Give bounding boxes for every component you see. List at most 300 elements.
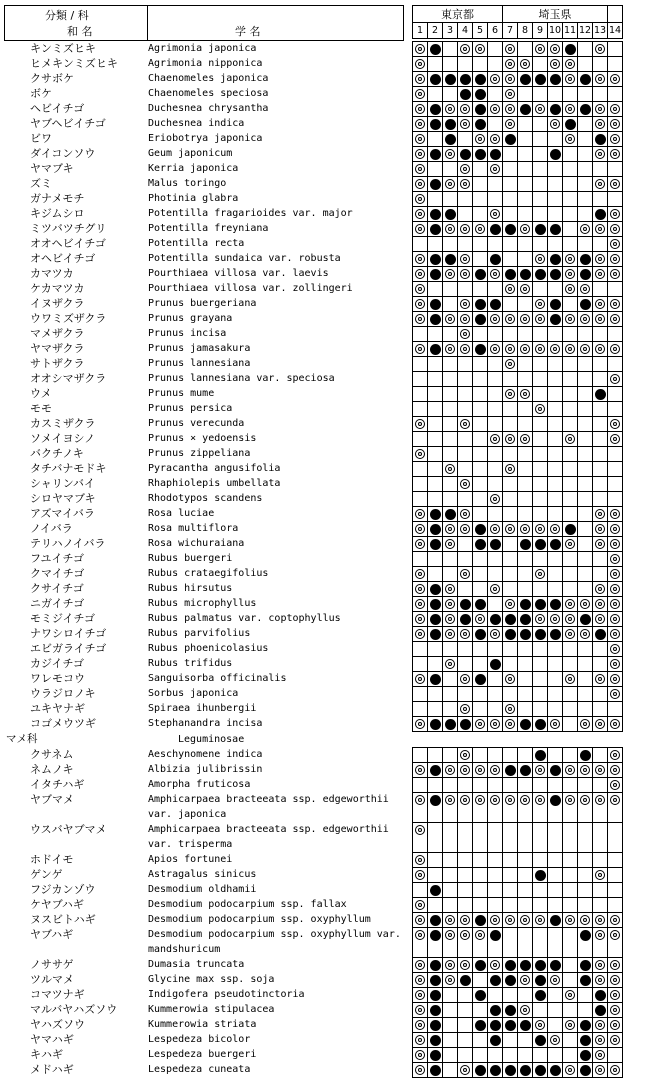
occurrence-cell	[578, 1018, 593, 1033]
occurrence-cell	[533, 177, 548, 192]
occurrence-cell	[578, 117, 593, 132]
occurrence-cell	[503, 958, 518, 973]
japanese-name: コゴメウツギ	[30, 717, 96, 730]
occurrence-cell	[443, 823, 458, 853]
occurrence-cell	[593, 372, 608, 387]
occurrence-cell	[593, 657, 608, 672]
occurrence-cell	[428, 1003, 443, 1018]
occurrence-cell	[458, 342, 473, 357]
occurrence-cell	[503, 627, 518, 642]
occurrence-cell	[563, 432, 578, 447]
occurrence-cell	[488, 1033, 503, 1048]
double-circle-icon	[445, 614, 455, 624]
occurrence-cell	[458, 117, 473, 132]
occurrence-cell	[473, 1033, 488, 1048]
double-circle-icon	[415, 795, 425, 805]
occurrence-cell	[563, 342, 578, 357]
occurrence-cell	[518, 237, 533, 252]
occurrence-cell	[578, 1048, 593, 1063]
occurrence-cell	[548, 327, 563, 342]
filled-circle-icon	[505, 960, 516, 971]
scientific-name: Prunus jamasakura	[148, 343, 251, 354]
occurrence-cell	[608, 642, 623, 657]
double-circle-icon	[445, 930, 455, 940]
occurrence-cell	[428, 417, 443, 432]
occurrence-cell	[428, 207, 443, 222]
occurrence-cell	[428, 42, 443, 57]
occurrence-cell	[443, 928, 458, 958]
occurrence-cell	[473, 913, 488, 928]
occurrence-cell	[578, 552, 593, 567]
filled-circle-icon	[550, 599, 561, 610]
occurrence-cell	[608, 627, 623, 642]
double-circle-icon	[565, 314, 575, 324]
double-circle-icon	[610, 659, 620, 669]
occurrence-cell	[443, 958, 458, 973]
occurrence-cell	[593, 823, 608, 853]
occurrence-cell	[578, 507, 593, 522]
occurrence-cell	[563, 1063, 578, 1078]
occurrence-cell	[548, 447, 563, 462]
double-circle-icon	[610, 374, 620, 384]
occurrence-cell	[563, 267, 578, 282]
scientific-name: Sorbus japonica	[148, 688, 239, 699]
occurrence-cell	[473, 522, 488, 537]
occurrence-cell	[548, 507, 563, 522]
filled-circle-icon	[430, 149, 441, 160]
occurrence-cell	[608, 267, 623, 282]
occurrence-cell	[443, 177, 458, 192]
scientific-name-cont: mandshuricum	[148, 944, 221, 955]
occurrence-cell	[533, 342, 548, 357]
scientific-name: Spiraea ihunbergii	[148, 703, 257, 714]
occurrence-cell	[488, 778, 503, 793]
filled-circle-icon	[505, 614, 516, 625]
occurrence-cell	[428, 252, 443, 267]
double-circle-icon	[610, 750, 620, 760]
filled-circle-icon	[550, 74, 561, 85]
occurrence-cell	[548, 192, 563, 207]
double-circle-icon	[415, 539, 425, 549]
occurrence-cell	[413, 267, 428, 282]
scientific-name: Rubus palmatus var. coptophyllus	[148, 613, 341, 624]
occurrence-cell	[608, 492, 623, 507]
occurrence-cell	[578, 717, 593, 732]
occurrence-cell	[593, 477, 608, 492]
double-circle-icon	[475, 44, 485, 54]
double-circle-icon	[490, 314, 500, 324]
occurrence-cell	[413, 612, 428, 627]
occurrence-cell	[578, 42, 593, 57]
scientific-name: Astragalus sinicus	[148, 869, 257, 880]
column-number: 2	[428, 23, 443, 39]
scientific-name: Prunus lannesiana	[148, 358, 251, 369]
scientific-name: Dumasia truncata	[148, 959, 245, 970]
column-number: 6	[488, 23, 503, 39]
occurrence-cell	[548, 657, 563, 672]
occurrence-cell	[608, 823, 623, 853]
occurrence-cell	[533, 312, 548, 327]
occurrence-cell	[548, 763, 563, 778]
occurrence-cell	[563, 282, 578, 297]
occurrence-cell	[443, 988, 458, 1003]
occurrence-cell	[458, 1033, 473, 1048]
japanese-name: ヤブハギ	[30, 928, 74, 941]
occurrence-cell	[443, 222, 458, 237]
occurrence-cell	[608, 282, 623, 297]
occurrence-cell	[533, 522, 548, 537]
occurrence-cell	[473, 702, 488, 717]
occurrence-cell	[428, 973, 443, 988]
double-circle-icon	[475, 795, 485, 805]
filled-circle-icon	[535, 599, 546, 610]
double-circle-icon	[610, 975, 620, 985]
occurrence-cell	[518, 928, 533, 958]
occurrence-cell	[533, 1048, 548, 1063]
double-circle-icon	[415, 449, 425, 459]
japanese-name: イヌザクラ	[30, 297, 85, 310]
scientific-name: Malus toringo	[148, 178, 227, 189]
filled-circle-icon	[430, 885, 441, 896]
occurrence-cell	[488, 297, 503, 312]
occurrence-cell	[593, 312, 608, 327]
double-circle-icon	[490, 269, 500, 279]
occurrence-cell	[578, 252, 593, 267]
filled-circle-icon	[535, 74, 546, 85]
occurrence-cell	[578, 387, 593, 402]
double-circle-icon	[595, 224, 605, 234]
japanese-name: ヤマザクラ	[30, 342, 85, 355]
scientific-name: Rhaphiolepis umbellata	[148, 478, 281, 489]
occurrence-cell	[518, 687, 533, 702]
filled-circle-icon	[445, 134, 456, 145]
scientific-name: Agrimonia nipponica	[148, 58, 263, 69]
occurrence-cell	[443, 237, 458, 252]
occurrence-cell	[503, 207, 518, 222]
occurrence-cell	[413, 823, 428, 853]
occurrence-cell	[443, 507, 458, 522]
occurrence-cell	[413, 312, 428, 327]
occurrence-cell	[413, 372, 428, 387]
occurrence-cell	[458, 763, 473, 778]
occurrence-cell	[533, 793, 548, 823]
occurrence-cell	[428, 342, 443, 357]
occurrence-cell	[428, 597, 443, 612]
filled-circle-icon	[430, 104, 441, 115]
occurrence-cell	[548, 988, 563, 1003]
scientific-name: Potentilla fragarioides var. major	[148, 208, 353, 219]
occurrence-cell	[578, 102, 593, 117]
occurrence-cell	[443, 342, 458, 357]
japanese-name: ゲンゲ	[30, 868, 63, 881]
occurrence-cell	[458, 1003, 473, 1018]
occurrence-cell	[473, 642, 488, 657]
scientific-name: Kummerowia striata	[148, 1019, 257, 1030]
double-circle-icon	[595, 539, 605, 549]
double-circle-icon	[580, 765, 590, 775]
filled-circle-icon	[550, 314, 561, 325]
double-circle-icon	[460, 254, 470, 264]
occurrence-cell	[458, 1063, 473, 1078]
double-circle-icon	[535, 404, 545, 414]
double-circle-icon	[475, 224, 485, 234]
filled-circle-icon	[505, 629, 516, 640]
occurrence-cell	[578, 312, 593, 327]
double-circle-icon	[610, 344, 620, 354]
occurrence-cell	[608, 147, 623, 162]
double-circle-icon	[595, 344, 605, 354]
occurrence-cell	[563, 928, 578, 958]
filled-circle-icon	[430, 44, 441, 55]
double-circle-icon	[490, 164, 500, 174]
double-circle-icon	[535, 524, 545, 534]
double-circle-icon	[610, 269, 620, 279]
double-circle-icon	[595, 1020, 605, 1030]
occurrence-cell	[428, 823, 443, 853]
occurrence-cell	[563, 672, 578, 687]
filled-circle-icon	[445, 254, 456, 265]
double-circle-icon	[415, 314, 425, 324]
occurrence-cell	[563, 57, 578, 72]
occurrence-cell	[533, 492, 548, 507]
double-circle-icon	[565, 434, 575, 444]
occurrence-cell	[443, 1018, 458, 1033]
occurrence-cell	[548, 342, 563, 357]
occurrence-cell	[608, 402, 623, 417]
occurrence-cell	[428, 657, 443, 672]
occurrence-cell	[428, 1048, 443, 1063]
occurrence-cell	[488, 567, 503, 582]
occurrence-cell	[533, 657, 548, 672]
double-circle-icon	[565, 915, 575, 925]
occurrence-cell	[473, 357, 488, 372]
occurrence-cell	[413, 132, 428, 147]
filled-circle-icon	[430, 314, 441, 325]
occurrence-cell	[608, 853, 623, 868]
occurrence-cell	[473, 492, 488, 507]
occurrence-cell	[593, 1048, 608, 1063]
filled-circle-icon	[505, 765, 516, 776]
occurrence-cell	[518, 883, 533, 898]
occurrence-cell	[548, 778, 563, 793]
occurrence-cell	[443, 913, 458, 928]
scientific-name: Prunus mume	[148, 388, 215, 399]
occurrence-cell	[518, 1048, 533, 1063]
occurrence-cell	[578, 702, 593, 717]
occurrence-cell	[593, 853, 608, 868]
occurrence-cell	[608, 1003, 623, 1018]
occurrence-cell	[593, 537, 608, 552]
occurrence-cell	[518, 763, 533, 778]
occurrence-cell	[518, 462, 533, 477]
occurrence-cell	[413, 1018, 428, 1033]
occurrence-cell	[473, 387, 488, 402]
occurrence-cell	[608, 552, 623, 567]
filled-circle-icon	[475, 1020, 486, 1031]
occurrence-cell	[413, 642, 428, 657]
filled-circle-icon	[430, 509, 441, 520]
occurrence-cell	[428, 672, 443, 687]
double-circle-icon	[610, 134, 620, 144]
filled-circle-icon	[445, 74, 456, 85]
occurrence-cell	[458, 462, 473, 477]
japanese-name: ヤブヘビイチゴ	[30, 117, 106, 130]
occurrence-cell	[518, 958, 533, 973]
japanese-name: アズマイバラ	[30, 507, 95, 520]
scientific-name: Potentilla recta	[148, 238, 245, 249]
japanese-name: ホドイモ	[30, 853, 74, 866]
occurrence-cell	[488, 417, 503, 432]
double-circle-icon	[415, 509, 425, 519]
occurrence-cell	[428, 537, 443, 552]
occurrence-cell	[413, 102, 428, 117]
occurrence-cell	[413, 1003, 428, 1018]
double-circle-icon	[460, 524, 470, 534]
occurrence-cell	[533, 507, 548, 522]
occurrence-cell	[518, 868, 533, 883]
occurrence-cell	[488, 853, 503, 868]
japanese-name: ビワ	[30, 132, 52, 145]
column-number: 9	[533, 23, 548, 39]
filled-circle-icon	[430, 269, 441, 280]
occurrence-cell	[473, 988, 488, 1003]
occurrence-cell	[443, 492, 458, 507]
japanese-name: ツルマメ	[30, 973, 74, 986]
occurrence-cell	[458, 387, 473, 402]
double-circle-icon	[415, 765, 425, 775]
double-circle-icon	[475, 134, 485, 144]
occurrence-cell	[443, 883, 458, 898]
occurrence-cell	[458, 507, 473, 522]
double-circle-icon	[505, 674, 515, 684]
occurrence-cell	[428, 778, 443, 793]
occurrence-cell	[518, 42, 533, 57]
occurrence-cell	[473, 883, 488, 898]
occurrence-cell	[608, 928, 623, 958]
occurrence-cell	[488, 162, 503, 177]
occurrence-cell	[563, 327, 578, 342]
occurrence-cell	[548, 582, 563, 597]
occurrence-cell	[578, 973, 593, 988]
double-circle-icon	[460, 930, 470, 940]
occurrence-cell	[473, 612, 488, 627]
occurrence-cell	[608, 793, 623, 823]
scientific-name: Kerria japonica	[148, 163, 239, 174]
occurrence-cell	[413, 282, 428, 297]
filled-circle-icon	[475, 269, 486, 280]
occurrence-cell	[548, 207, 563, 222]
occurrence-cell	[413, 868, 428, 883]
occurrence-cell	[608, 387, 623, 402]
occurrence-cell	[578, 913, 593, 928]
filled-circle-icon	[565, 44, 576, 55]
filled-circle-icon	[550, 104, 561, 115]
occurrence-cell	[428, 462, 443, 477]
filled-circle-icon	[430, 119, 441, 130]
occurrence-cell	[413, 567, 428, 582]
occurrence-cell	[488, 72, 503, 87]
occurrence-cell	[548, 462, 563, 477]
occurrence-cell	[428, 522, 443, 537]
occurrence-cell	[518, 492, 533, 507]
japanese-name: イタチハギ	[30, 778, 85, 791]
filled-circle-icon	[430, 765, 441, 776]
occurrence-cell	[578, 778, 593, 793]
occurrence-cell	[443, 417, 458, 432]
filled-circle-icon	[490, 1035, 501, 1046]
occurrence-cell	[578, 237, 593, 252]
occurrence-cell	[533, 928, 548, 958]
occurrence-cell	[473, 853, 488, 868]
double-circle-icon	[460, 329, 470, 339]
occurrence-cell	[533, 147, 548, 162]
double-circle-icon	[415, 584, 425, 594]
occurrence-cell	[593, 687, 608, 702]
double-circle-icon	[415, 599, 425, 609]
occurrence-cell	[488, 342, 503, 357]
occurrence-cell	[488, 192, 503, 207]
occurrence-cell	[413, 462, 428, 477]
occurrence-cell	[518, 402, 533, 417]
japanese-name: ヘビイチゴ	[30, 102, 85, 115]
filled-circle-icon	[580, 74, 591, 85]
occurrence-cell	[533, 642, 548, 657]
occurrence-cell	[518, 1033, 533, 1048]
occurrence-cell	[473, 117, 488, 132]
occurrence-cell	[518, 477, 533, 492]
japanese-name: ウスバヤブマメ	[30, 823, 107, 836]
double-circle-icon	[610, 629, 620, 639]
occurrence-cell	[593, 462, 608, 477]
occurrence-cell	[473, 763, 488, 778]
occurrence-cell	[593, 87, 608, 102]
filled-circle-icon	[595, 134, 606, 145]
japanese-name: マメザクラ	[30, 327, 85, 340]
occurrence-cell	[503, 748, 518, 763]
double-circle-icon	[610, 569, 620, 579]
occurrence-cell	[413, 57, 428, 72]
occurrence-cell	[503, 898, 518, 913]
occurrence-cell	[518, 988, 533, 1003]
occurrence-cell	[473, 342, 488, 357]
occurrence-cell	[473, 132, 488, 147]
occurrence-cell	[608, 657, 623, 672]
occurrence-cell	[458, 973, 473, 988]
double-circle-icon	[610, 209, 620, 219]
filled-circle-icon	[520, 74, 531, 85]
scientific-name: Aeschynomene indica	[148, 749, 263, 760]
double-circle-icon	[535, 44, 545, 54]
double-circle-icon	[610, 509, 620, 519]
occurrence-cell	[473, 597, 488, 612]
occurrence-cell	[473, 537, 488, 552]
occurrence-cell	[488, 207, 503, 222]
double-circle-icon	[595, 960, 605, 970]
occurrence-cell	[608, 778, 623, 793]
occurrence-cell	[548, 1018, 563, 1033]
occurrence-cell	[563, 778, 578, 793]
double-circle-icon	[520, 314, 530, 324]
double-circle-icon	[520, 795, 530, 805]
occurrence-cell	[488, 387, 503, 402]
occurrence-cell	[518, 537, 533, 552]
occurrence-cell	[518, 252, 533, 267]
double-circle-icon	[595, 1035, 605, 1045]
occurrence-cell	[533, 1063, 548, 1078]
occurrence-cell	[578, 627, 593, 642]
filled-circle-icon	[535, 750, 546, 761]
occurrence-cell	[593, 582, 608, 597]
